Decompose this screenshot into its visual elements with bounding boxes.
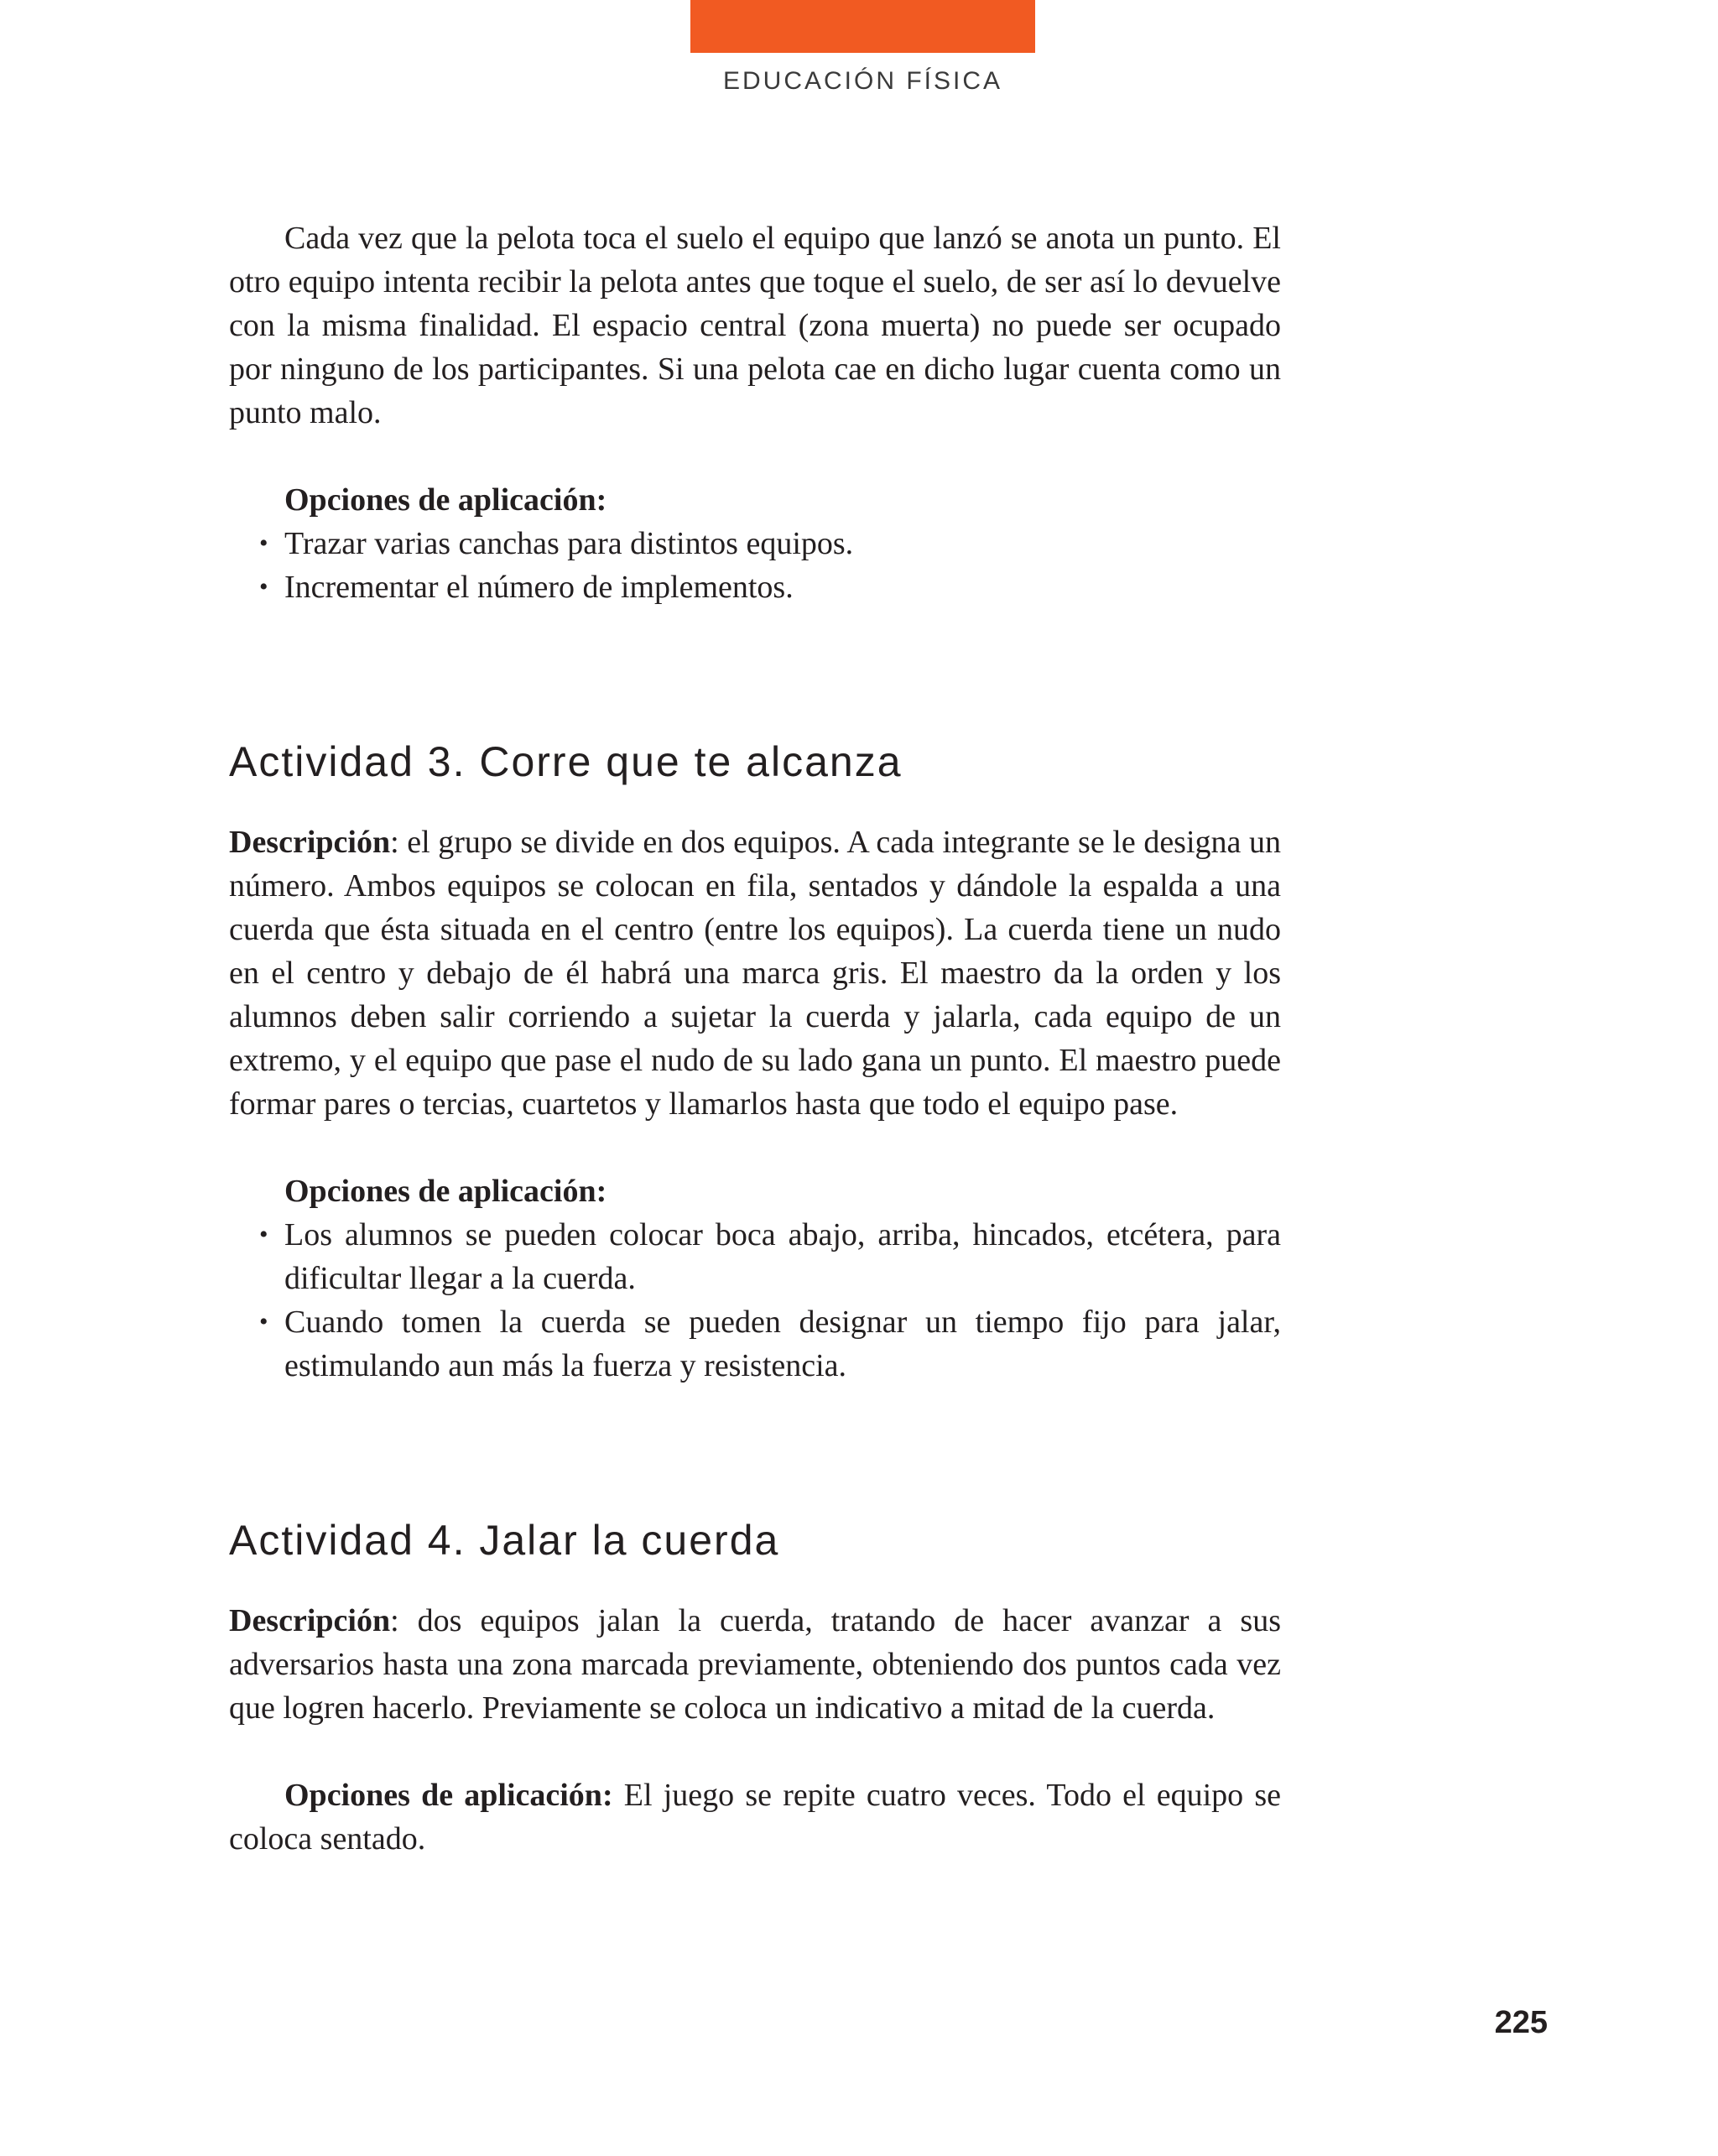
list-item: • Incrementar el número de implementos.	[229, 565, 1281, 609]
activity3-description-text: : el grupo se divide en dos equipos. A cada integrante se le designa un número. Ambos equipos se colocan en fila, sentados y dándole la espalda a una cuerda que ésta situada en el centro (entre los equipos). La cuerda tiene un nudo en el centro y debajo de él habrá una marca gris. El maestro da la orden y los alumnos deben salir corriendo a sujetar la cuerda y jalarla, cada equipo de un extremo, y el equipo que pase el nudo de su lado gana un punto. El maestro puede formar pares o tercias, cuartetos y llamarlos hasta que todo el equipo pase.	[229, 825, 1281, 1122]
bullet-icon: •	[259, 529, 268, 557]
activity4-options-title: Opciones de aplicación:	[284, 1778, 613, 1813]
bullet-icon: •	[259, 1308, 268, 1336]
bullet-icon: •	[259, 1221, 268, 1248]
intro-options-title: Opciones de aplicación:	[284, 482, 607, 518]
page-number: 225	[1494, 2005, 1548, 2040]
activity3-options-list	[229, 1213, 1281, 1388]
running-head: EDUCACIÓN FÍSICA	[722, 67, 1003, 95]
list-item: • Cuando tomen la cuerda se pueden designar un tiempo fijo para jalar, estimulando aun más la fuerza y resistencia.	[229, 1300, 1281, 1388]
activity3-description	[229, 820, 1281, 1126]
activity4-options-text: El juego se repite cuatro veces. Todo el equipo se coloca sentado.	[229, 1778, 1281, 1857]
list-item: • Los alumnos se pueden colocar boca abajo, arriba, hincados, etcétera, para dificultar llegar a la cuerda.	[229, 1213, 1281, 1300]
activity4-description-text: : dos equipos jalan la cuerda, tratando de hacer avanzar a sus adversarios hasta una zona marcada previamente, obteniendo dos puntos cada vez que logren hacerlo. Previamente se coloca un indicativo a mitad de la cuerda.	[229, 1603, 1281, 1726]
page-content	[229, 216, 1281, 1861]
activity3-description-label: Descripción	[229, 825, 391, 860]
activity3-options-title: Opciones de aplicación:	[284, 1174, 607, 1209]
activity4-description	[229, 1599, 1281, 1730]
intro-paragraph: Cada vez que la pelota toca el suelo el equipo que lanzó se anota un punto. El otro equipo intenta recibir la pelota antes que toque el suelo, de ser así lo devuelve con la misma finalidad. El espacio central (zona muerta) no puede ser ocupado por ninguno de los participantes. Si una pelota cae en dicho lugar cuenta como un punto malo.	[229, 221, 1281, 430]
bullet-icon: •	[259, 573, 268, 601]
activity4-title: Actividad 4. Jalar la cuerda	[229, 1517, 780, 1564]
intro-options-list	[229, 522, 1281, 609]
activity4-description-label: Descripción	[229, 1603, 391, 1638]
activity4-options	[229, 1773, 1281, 1861]
list-item: • Trazar varias canchas para distintos equipos.	[229, 522, 1281, 565]
activity3-title: Actividad 3. Corre que te alcanza	[229, 738, 903, 785]
header-color-tab	[690, 0, 1035, 53]
